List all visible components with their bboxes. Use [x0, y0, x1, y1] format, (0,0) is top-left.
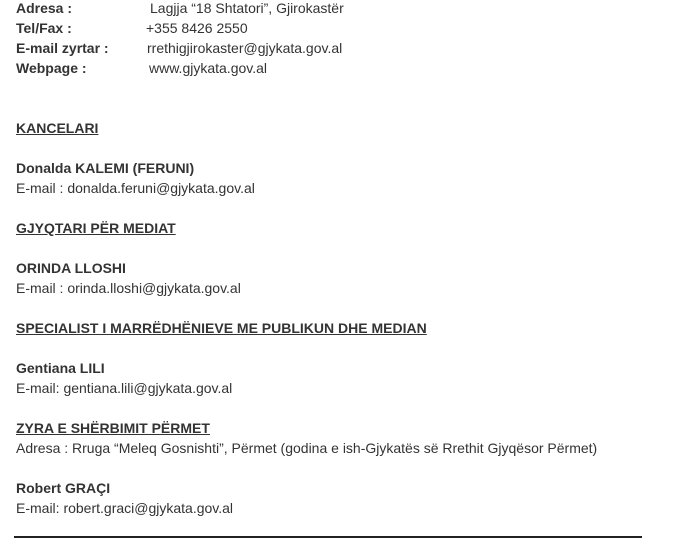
webpage-value[interactable]: www.gjykata.gov.al — [149, 60, 268, 76]
horizontal-divider — [14, 536, 642, 538]
office-address: Adresa : Rruga “Meleq Gosnishti”, Përmet (godina e ish-Gjykatës së Rrethit Gjyqësor Përmet) — [16, 440, 598, 456]
section-heading: SPECIALIST I MARRËDHËNIEVE ME PUBLIKUN DHE MEDIAN — [16, 320, 427, 336]
person-email[interactable]: E-mail: gentiana.lili@gjykata.gov.al — [16, 380, 233, 396]
section-gjyqtari-per-mediat — [16, 220, 241, 300]
section-heading: KANCELARI — [16, 120, 99, 136]
section-heading: GJYQTARI PËR MEDIAT — [16, 220, 176, 236]
email-label: E-mail zyrtar : — [16, 40, 109, 56]
person-email[interactable]: E-mail: robert.graci@gjykata.gov.al — [16, 500, 234, 516]
telfax-label: Tel/Fax : — [16, 20, 72, 36]
person-name: Donalda KALEMI (FERUNI) — [16, 160, 195, 176]
email-value[interactable]: rrethigjirokaster@gjykata.gov.al — [147, 40, 343, 56]
section-zyra-permet — [16, 420, 597, 520]
address-label: Adresa : — [16, 0, 73, 16]
person-name: Robert GRAÇI — [16, 480, 111, 496]
person-name: ORINDA LLOSHI — [16, 260, 126, 276]
section-kancelari — [16, 120, 255, 200]
section-heading: ZYRA E SHËRBIMIT PËRMET — [16, 420, 210, 436]
telfax-value: +355 8426 2550 — [146, 20, 248, 36]
person-email[interactable]: E-mail : orinda.lloshi@gjykata.gov.al — [16, 280, 241, 296]
webpage-label: Webpage : — [16, 60, 87, 76]
section-specialist — [16, 320, 427, 400]
address-value: Lagjja “18 Shtatori”, Gjirokastër — [150, 0, 344, 16]
person-email[interactable]: E-mail : donalda.feruni@gjykata.gov.al — [16, 180, 255, 196]
person-name: Gentiana LILI — [16, 360, 105, 376]
